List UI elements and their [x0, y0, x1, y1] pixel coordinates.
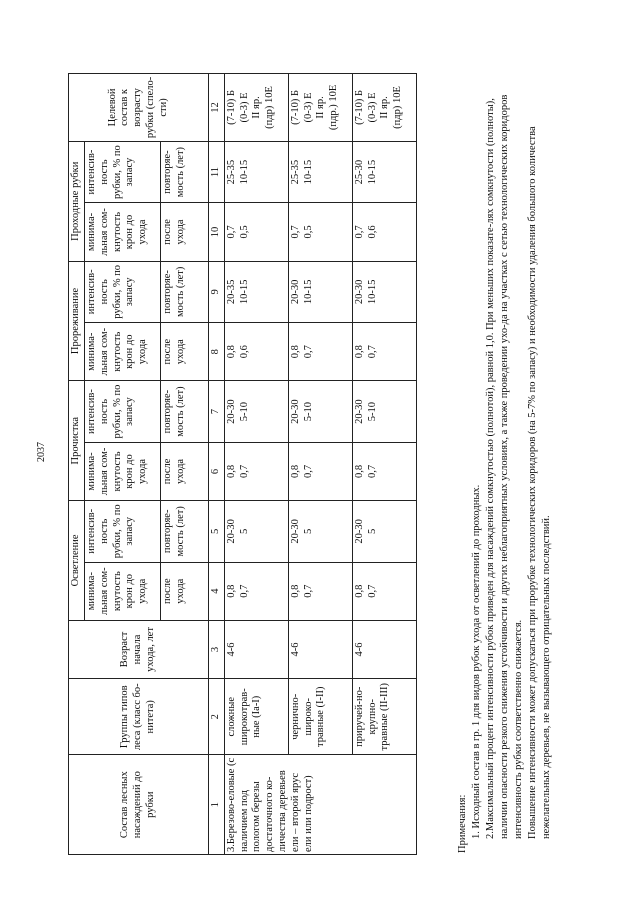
header-composition: Состав лесных насаждений до рубки: [69, 755, 209, 855]
header-intensity: интенсив-ность рубки, % по запасу: [85, 261, 161, 322]
value-cell: 0,8 0,7: [224, 442, 288, 500]
table-row: [288, 74, 352, 855]
column-number: 1: [209, 755, 225, 855]
value-cell: 0,7 0,6: [352, 203, 416, 261]
value-cell: 20-30 5: [224, 501, 288, 562]
value-cell: 20-30 10-15: [352, 261, 416, 322]
column-number: 4: [209, 562, 225, 620]
value-cell: 0,8 0,7: [224, 562, 288, 620]
target-cell: (7-10) Б (0-3) Е II яр. (пдр) 10Е: [224, 74, 288, 142]
value-cell: 0,8 0,7: [352, 562, 416, 620]
column-number: 7: [209, 381, 225, 442]
value-cell: 20-30 5: [352, 501, 416, 562]
value-cell: 0,7 0,5: [224, 203, 288, 261]
forest-care-table: [68, 73, 417, 855]
value-cell: 0,8 0,7: [352, 442, 416, 500]
header-group-prorezhivanie: Прореживание: [69, 261, 85, 381]
composition-cell: 3.Березово-еловые (с наличием под пологом березы достаточного ко-личества деревьев ели – второй ярус ели или подрост): [224, 755, 416, 855]
value-cell: 25-30 10-15: [352, 141, 416, 202]
header-min-density: минима-льная сом-кнутость крон до ухода: [85, 442, 161, 500]
value-cell: 0,8 0,7: [288, 562, 352, 620]
column-number: 3: [209, 620, 225, 678]
value-cell: 0,8 0,7: [288, 442, 352, 500]
table-row: [352, 74, 416, 855]
header-after-care: после ухода: [161, 562, 209, 620]
header-after-care: после ухода: [161, 442, 209, 500]
column-number: 8: [209, 323, 225, 381]
value-cell: 25-35 10-15: [224, 141, 288, 202]
value-cell: 20-30 5-10: [288, 381, 352, 442]
header-repeatability: повторяе-мость (лет): [161, 141, 209, 202]
notes-title: Примечания:: [457, 794, 468, 853]
notes-section: [456, 63, 554, 853]
value-cell: 20-30 5: [288, 501, 352, 562]
column-number: 6: [209, 442, 225, 500]
note-3: Повышение интенсивности может допускаться при прорубке технологических коридоров (на 5-7% по запасу) и необходимости удаления большого количества нежелательных деревьев, не вызывающего отрицательных последствий.: [526, 126, 552, 839]
header-repeatability: повторяе-мость (лет): [161, 261, 209, 322]
value-cell: 0,7 0,5: [288, 203, 352, 261]
value-cell: 20-35 10-15: [224, 261, 288, 322]
note-2: 2.Максимальный процент интенсивности рубок приведен для насаждений сомкнутостью (полнотой), равной 1,0. При меньших показате-лях сомкнутости (полноты), наличии опасности резкого снижения устойчивости и других неблагоприятных условиях, а также проведении ухо-да на участках с сетью технологических коридоров интенсивность рубки соответственно снижается.: [484, 94, 524, 839]
value-cell: 0,8 0,7: [352, 323, 416, 381]
column-number: 11: [209, 141, 225, 202]
target-cell: (7-10) Б (0-3) Е II яр. (пдр.) 10Е: [288, 74, 352, 142]
group-cell: сложные широкотрав-ные (Ia-I): [224, 679, 288, 755]
header-min-density: минима-льная сом-кнутость крон до ухода: [85, 203, 161, 261]
value-cell: 25-35 10-15: [288, 141, 352, 202]
header-repeatability: повторяе-мость (лет): [161, 381, 209, 442]
table-row: [224, 74, 288, 855]
header-repeatability: повторяе-мость (лет): [161, 501, 209, 562]
header-intensity: интенсив-ность рубки, % по запасу: [85, 141, 161, 202]
column-number: 5: [209, 501, 225, 562]
value-cell: 20-30 10-15: [288, 261, 352, 322]
group-cell: чернично-широко-травные (I-II): [288, 679, 352, 755]
group-cell: приручей-но-крупно-травные (II-III): [352, 679, 416, 755]
header-target-composition: Целевой состав к возрасту рубки (спело-сти): [69, 74, 209, 142]
header-min-density: минима-льная сом-кнутость крон до ухода: [85, 562, 161, 620]
header-after-care: после ухода: [161, 323, 209, 381]
note-1: 1. Исходный состав в гр. 1 для видов рубок ухода от осветлений до проходных.: [470, 484, 482, 839]
target-cell: (7-10) Б (0-3) Е II яр. (пдр) 10Е: [352, 74, 416, 142]
column-number: 2: [209, 679, 225, 755]
age-cell: 4-6: [288, 620, 352, 678]
value-cell: 20-30 5-10: [224, 381, 288, 442]
header-group-prochistka: Прочистка: [69, 381, 85, 501]
header-forest-groups: Группы типов леса (класс бо-нитета): [69, 679, 209, 755]
header-intensity: интенсив-ность рубки, % по запасу: [85, 501, 161, 562]
value-cell: 20-30 5-10: [352, 381, 416, 442]
page-number: 2037: [36, 442, 47, 462]
column-number: 12: [209, 74, 225, 142]
rotated-page-content: [68, 35, 628, 855]
column-number-row: [209, 74, 225, 855]
header-group-osvetlenie: Осветление: [69, 501, 85, 621]
header-min-density: минима-льная сом-кнутость крон до ухода: [85, 323, 161, 381]
age-cell: 4-6: [352, 620, 416, 678]
value-cell: 0,8 0,7: [288, 323, 352, 381]
header-intensity: интенсив-ность рубки, % по запасу: [85, 381, 161, 442]
column-number: 9: [209, 261, 225, 322]
value-cell: 0,8 0,6: [224, 323, 288, 381]
column-number: 10: [209, 203, 225, 261]
header-after-care: после ухода: [161, 203, 209, 261]
header-group-prokhodnye: Проходные рубки: [69, 141, 85, 261]
header-start-age: Возраст начала ухода, лет: [69, 620, 209, 678]
age-cell: 4-6: [224, 620, 288, 678]
